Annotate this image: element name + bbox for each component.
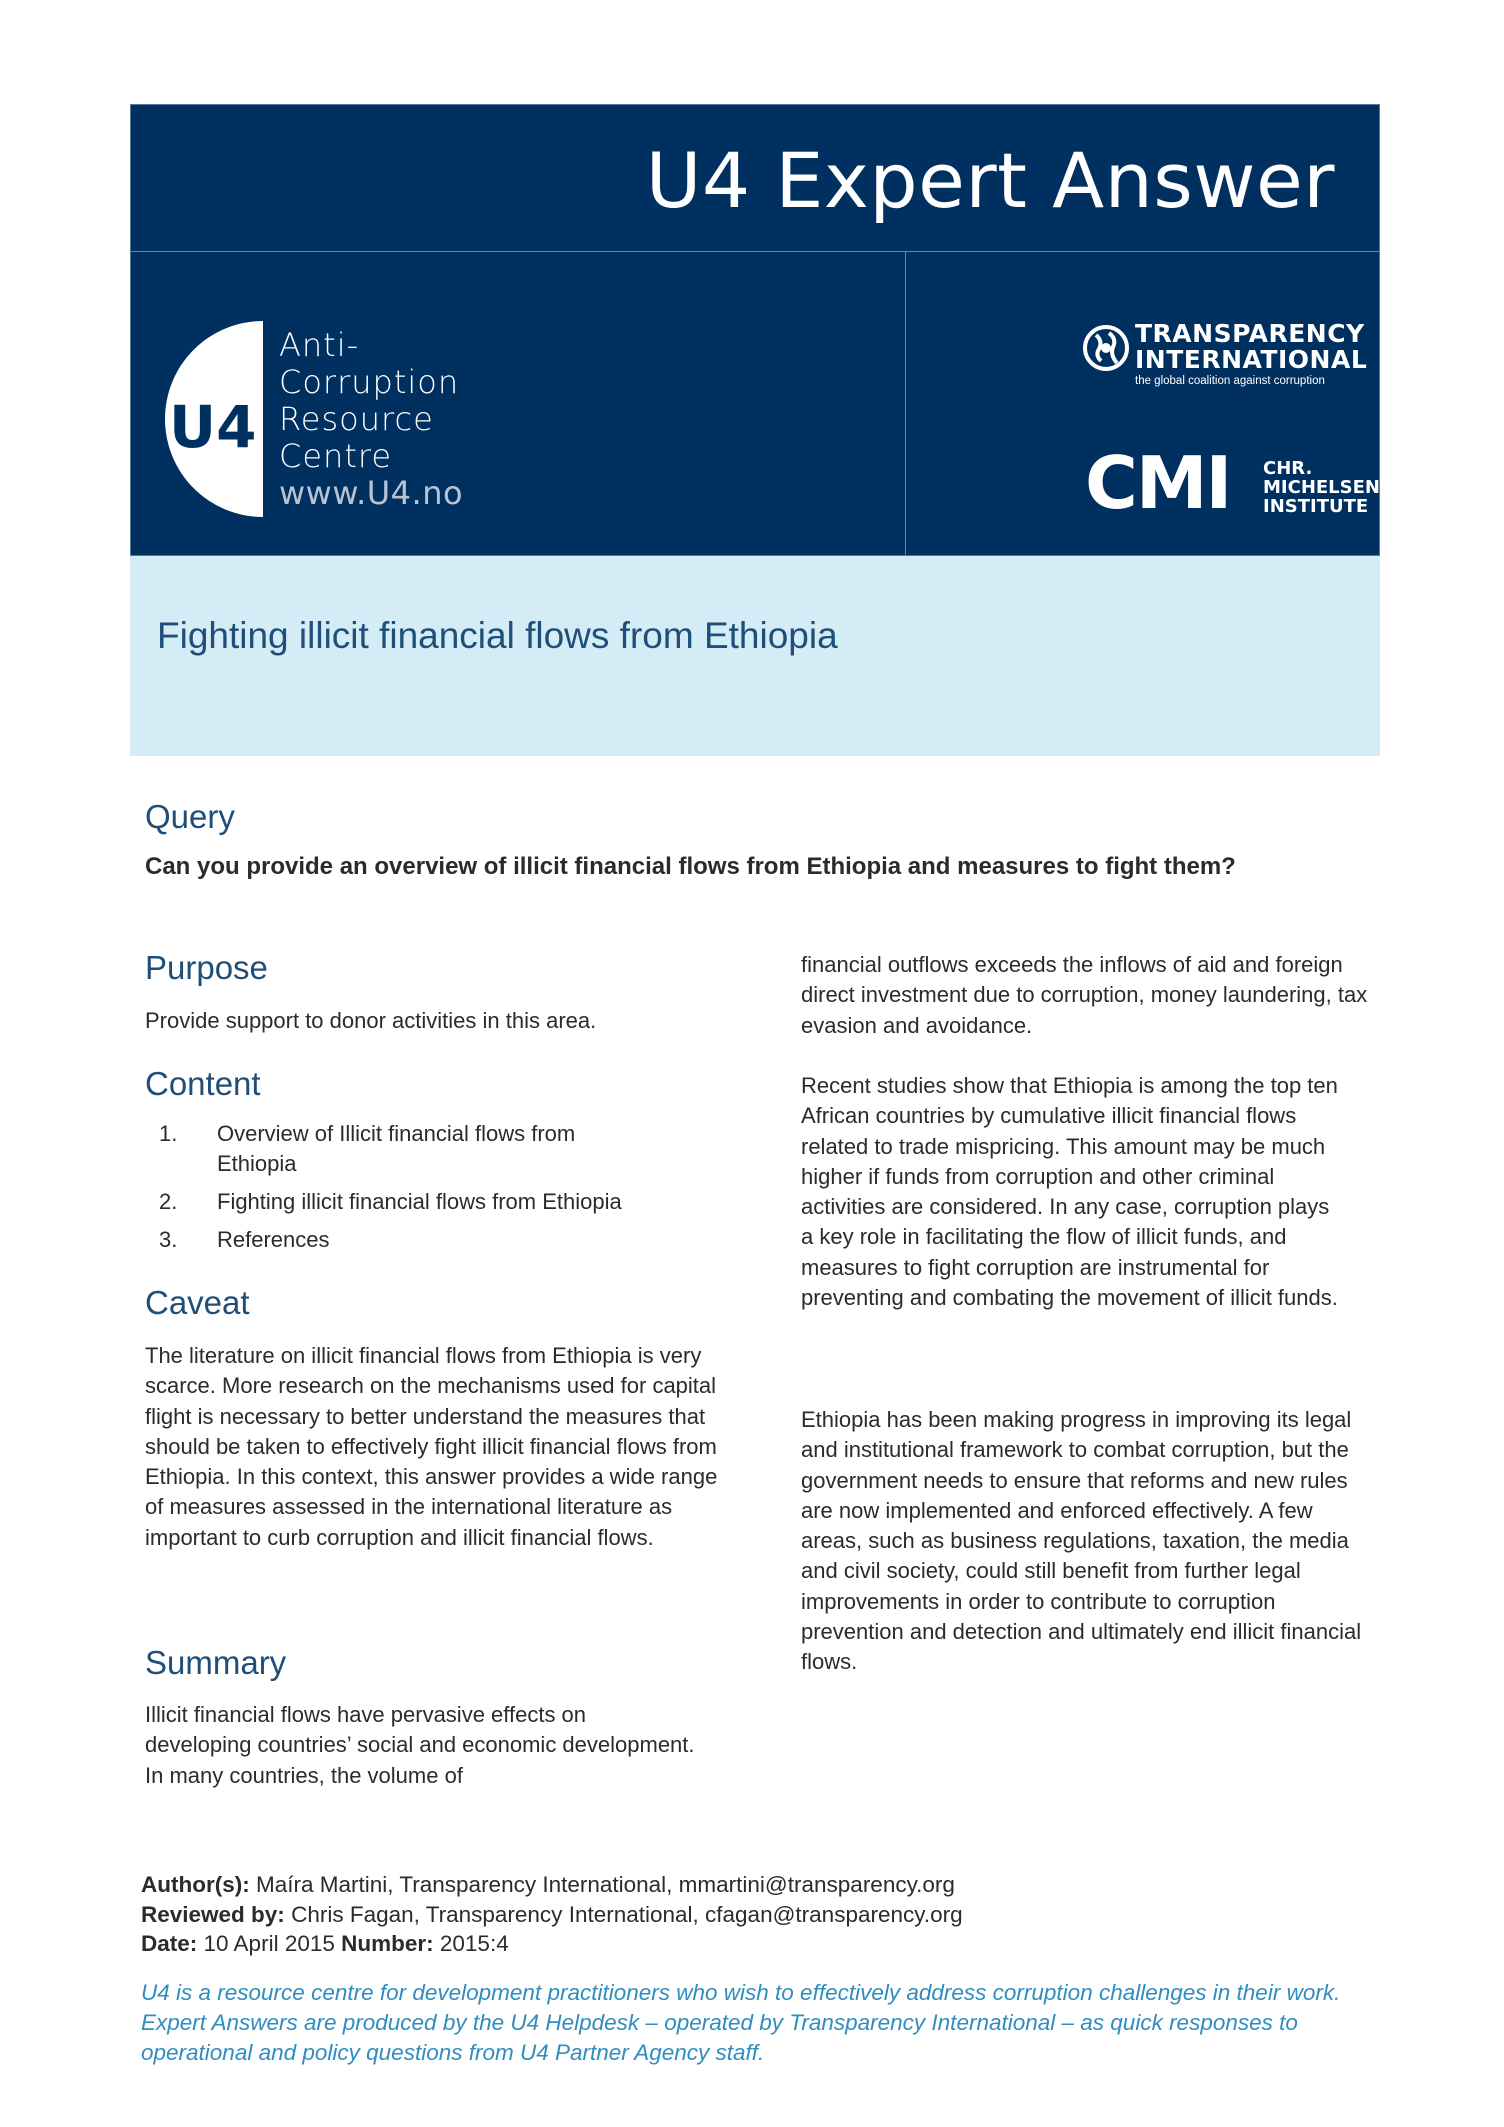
summary-paragraph-3: Ethiopia has been making progress in improving its legal and institutional framework to combat corruption, but the government needs to ensure that reforms and new rules are now implemented and enforced effectively. A few areas, such as business regulations, taxation, the media and civil society, could still benefit from further legal improvements in order to contribute to corruption prevention and detection and ultimately end illicit financial flows. (801, 1407, 1362, 1675)
authors-value: Maíra Martini, Transparency International, mmartini@transparency.org (249, 1872, 955, 1897)
u4-logo-text (279, 327, 463, 512)
document-meta (141, 1870, 963, 1959)
ti-name-line1: TRANSPARENCY (1135, 319, 1365, 348)
header-banner (130, 104, 1380, 556)
content-item-number: 3. (159, 1227, 178, 1252)
ti-name (1135, 321, 1367, 373)
u4-logo-line: Resource (279, 400, 434, 438)
reviewed-value: Chris Fagan, Transparency International, cfagan@transparency.org (284, 1901, 963, 1927)
globe-icon (1083, 325, 1129, 371)
header-vertical-divider (905, 251, 906, 555)
query-heading: Query (145, 798, 235, 835)
u4-url: www.U4.no (279, 474, 464, 512)
content-item (145, 1119, 637, 1179)
date-value: 10 April 2015 (197, 1931, 342, 1956)
caveat-text: The literature on illicit financial flows from Ethiopia is very scarce. More research on the mechanisms used for capital flight is necessary to better understand the measures that should be taken to effectively fight illicit financial flows from Ethiopia. In this context, this answer provides a wide range of measures assessed in the international literature as important to curb corruption and illicit financial flows. (145, 1343, 718, 1550)
number-label: Number: (341, 1931, 434, 1956)
summary-heading: Summary (145, 1644, 287, 1681)
content-item-label: Overview of Illicit financial flows from Ethiopia (217, 1121, 576, 1176)
purpose-heading: Purpose (145, 949, 268, 986)
authors-label: Author(s): (141, 1872, 250, 1897)
u4-logo-mark: U4 (169, 393, 257, 461)
series-title: U4 Expert Answer (645, 136, 1335, 225)
number-value: 2015:4 (433, 1931, 509, 1956)
date-label: Date: (141, 1931, 198, 1956)
ti-tagline: the global coalition against corruption (1135, 375, 1325, 387)
cmi-line3: INSTITUTE (1263, 496, 1369, 517)
content-item-label: Fighting illicit financial flows from Ethiopia (217, 1189, 622, 1214)
content-item (145, 1187, 637, 1217)
purpose-text: Provide support to donor activities in this area. (145, 1008, 597, 1033)
footer-note: U4 is a resource centre for development practitioners who wish to effectively address corruption challenges in their work. Expert Answers are produced by the U4 Helpdesk – operated by Transparency International – as quick responses to operational and policy questions from U4 Partner Agency staff. (141, 1980, 1341, 2065)
content-item-number: 1. (159, 1121, 178, 1146)
summary-text-part2: financial outflows exceeds the inflows of aid and foreign direct investment due to corruption, money laundering, tax evasion and avoidance. (801, 952, 1368, 1038)
authors-line (141, 1870, 963, 1900)
query-question: Can you provide an overview of illicit financial flows from Ethiopia and measures to fight them? (145, 853, 1236, 880)
summary-text-part1: Illicit financial flows have pervasive effects on developing countries’ social and economic development. In many countries, the volume of (145, 1702, 695, 1788)
summary-paragraph-2: Recent studies show that Ethiopia is among the top ten African countries by cumulative illicit financial flows related to trade mispricing. This amount may be much higher if funds from corruption and other criminal activities are considered. In any case, corruption plays a key role in facilitating the flow of illicit funds, and measures to fight corruption are instrumental for preventing and combating the movement of illicit funds. (801, 1073, 1338, 1311)
caveat-heading: Caveat (145, 1284, 250, 1321)
u4-logo-line: Centre (279, 437, 392, 475)
cmi-fullname (1263, 459, 1380, 516)
reviewed-line (141, 1900, 963, 1930)
content-item-number: 2. (159, 1189, 178, 1214)
content-item (145, 1225, 637, 1255)
date-line (141, 1929, 963, 1959)
cmi-abbr: CMI (1085, 441, 1231, 525)
u4-logo-line: Anti- (279, 326, 360, 364)
cmi-line1: CHR. (1263, 458, 1313, 479)
title-band (130, 556, 1380, 756)
content-heading: Content (145, 1065, 261, 1102)
document-title: Fighting illicit financial flows from Ethiopia (157, 615, 838, 656)
u4-logo-icon (163, 321, 273, 517)
content-item-label: References (217, 1227, 330, 1252)
cmi-line2: MICHELSEN (1263, 477, 1380, 498)
reviewed-label: Reviewed by: (141, 1901, 285, 1927)
ti-name-line2: INTERNATIONAL (1135, 345, 1368, 374)
header-divider (131, 251, 1379, 252)
content-list (145, 1119, 637, 1263)
u4-logo-line: Corruption (279, 363, 460, 401)
